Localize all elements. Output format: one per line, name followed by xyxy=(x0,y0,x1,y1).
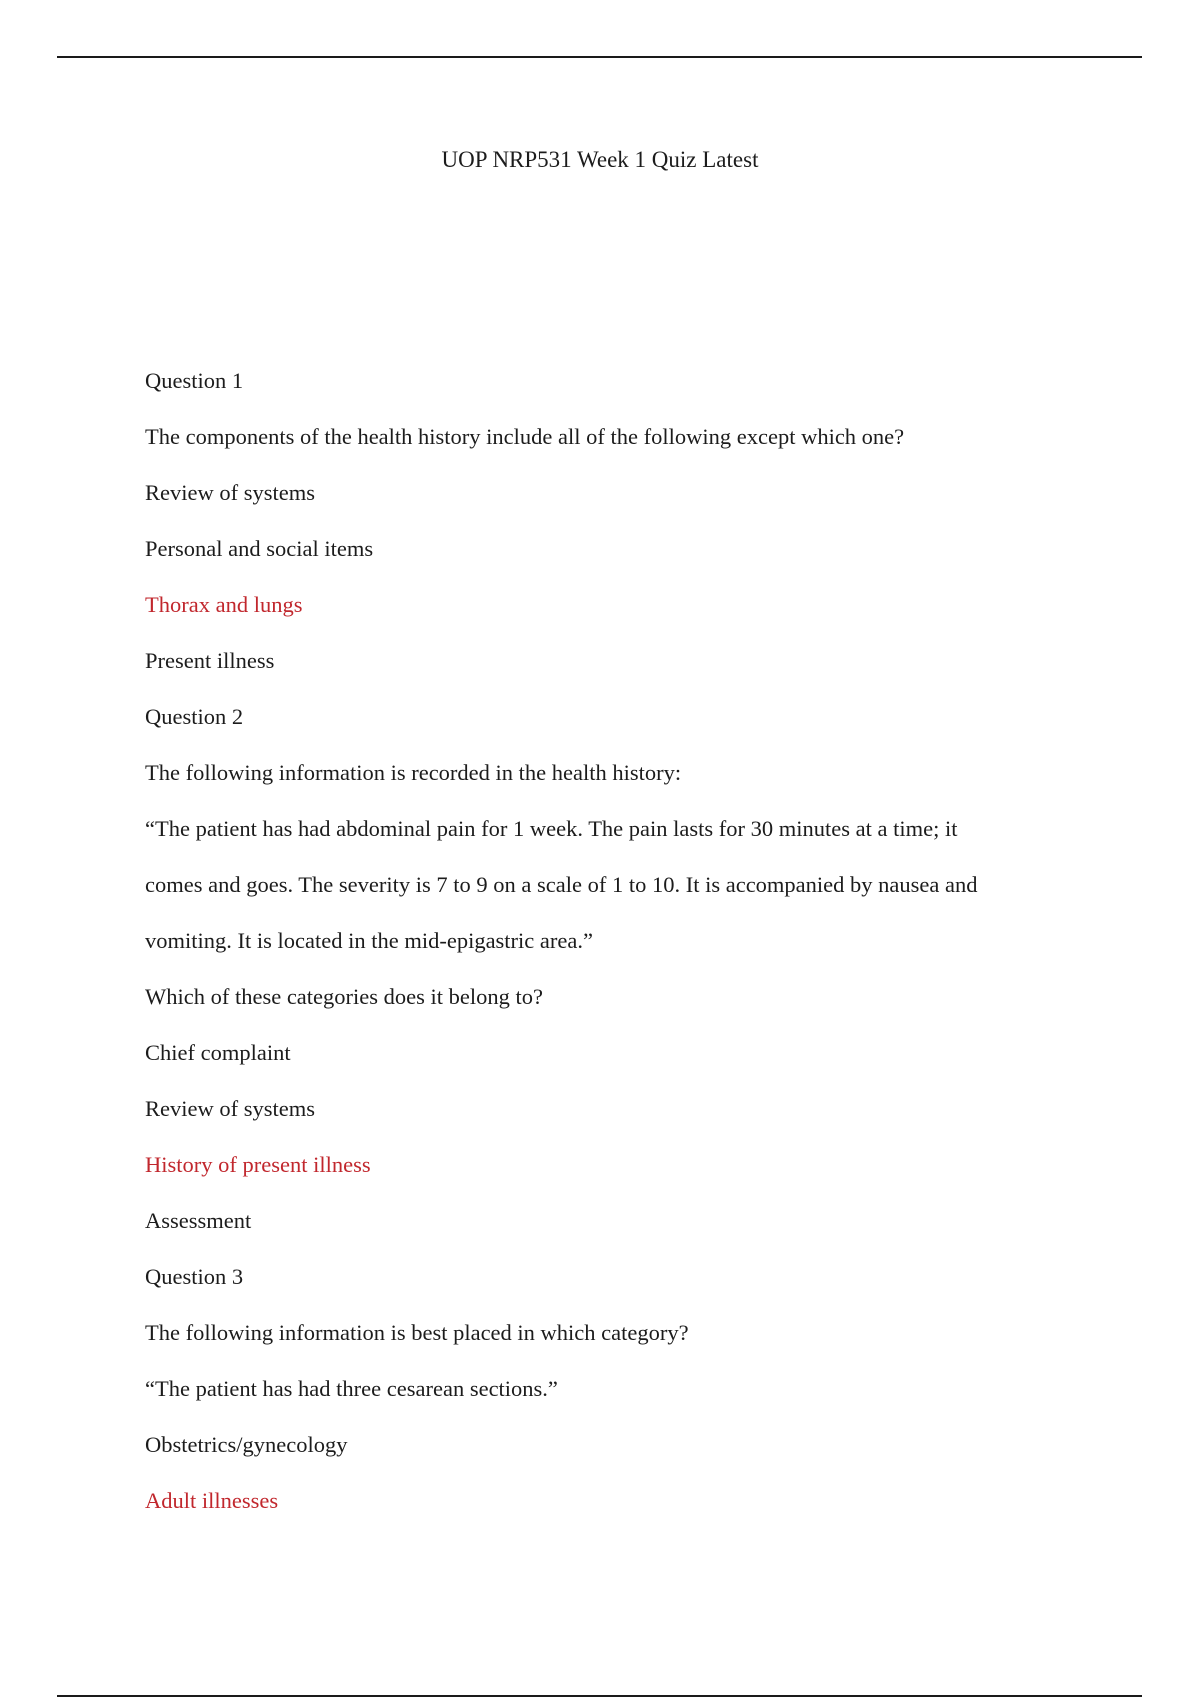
question-2-quote-line: vomiting. It is located in the mid-epigastric area.” xyxy=(145,928,593,953)
question-1-option: Review of systems xyxy=(145,480,315,505)
top-rule xyxy=(57,56,1142,58)
question-2-option: Review of systems xyxy=(145,1096,315,1121)
question-2-prompt: The following information is recorded in the health history: xyxy=(145,760,682,785)
question-2-prompt: Which of these categories does it belong to? xyxy=(145,984,543,1009)
question-2-quote-line: comes and goes. The severity is 7 to 9 on a scale of 1 to 10. It is accompanied by nausea and xyxy=(145,872,978,897)
question-3-quote-line: “The patient has had three cesarean sections.” xyxy=(145,1376,558,1401)
question-1-correct-answer: Thorax and lungs xyxy=(145,592,303,617)
question-3-heading: Question 3 xyxy=(145,1264,244,1289)
question-2-option: Assessment xyxy=(145,1208,252,1233)
question-1-option: Personal and social items xyxy=(145,536,374,561)
question-2-quote-line: “The patient has had abdominal pain for 1 week. The pain lasts for 30 minutes at a time; it xyxy=(145,816,958,841)
question-3-correct-answer: Adult illnesses xyxy=(145,1488,279,1513)
question-3-prompt: The following information is best placed in which category? xyxy=(145,1320,689,1345)
quiz-body xyxy=(145,366,1105,1542)
question-1-prompt: The components of the health history include all of the following except which one? xyxy=(145,424,905,449)
question-3-option: Obstetrics/gynecology xyxy=(145,1432,348,1457)
question-2-heading: Question 2 xyxy=(145,704,244,729)
document-title: UOP NRP531 Week 1 Quiz Latest xyxy=(441,147,759,172)
question-2-option: Chief complaint xyxy=(145,1040,291,1065)
bottom-rule xyxy=(57,1695,1142,1697)
question-2-correct-answer: History of present illness xyxy=(145,1152,371,1177)
question-1-heading: Question 1 xyxy=(145,368,244,393)
question-1-option: Present illness xyxy=(145,648,275,673)
